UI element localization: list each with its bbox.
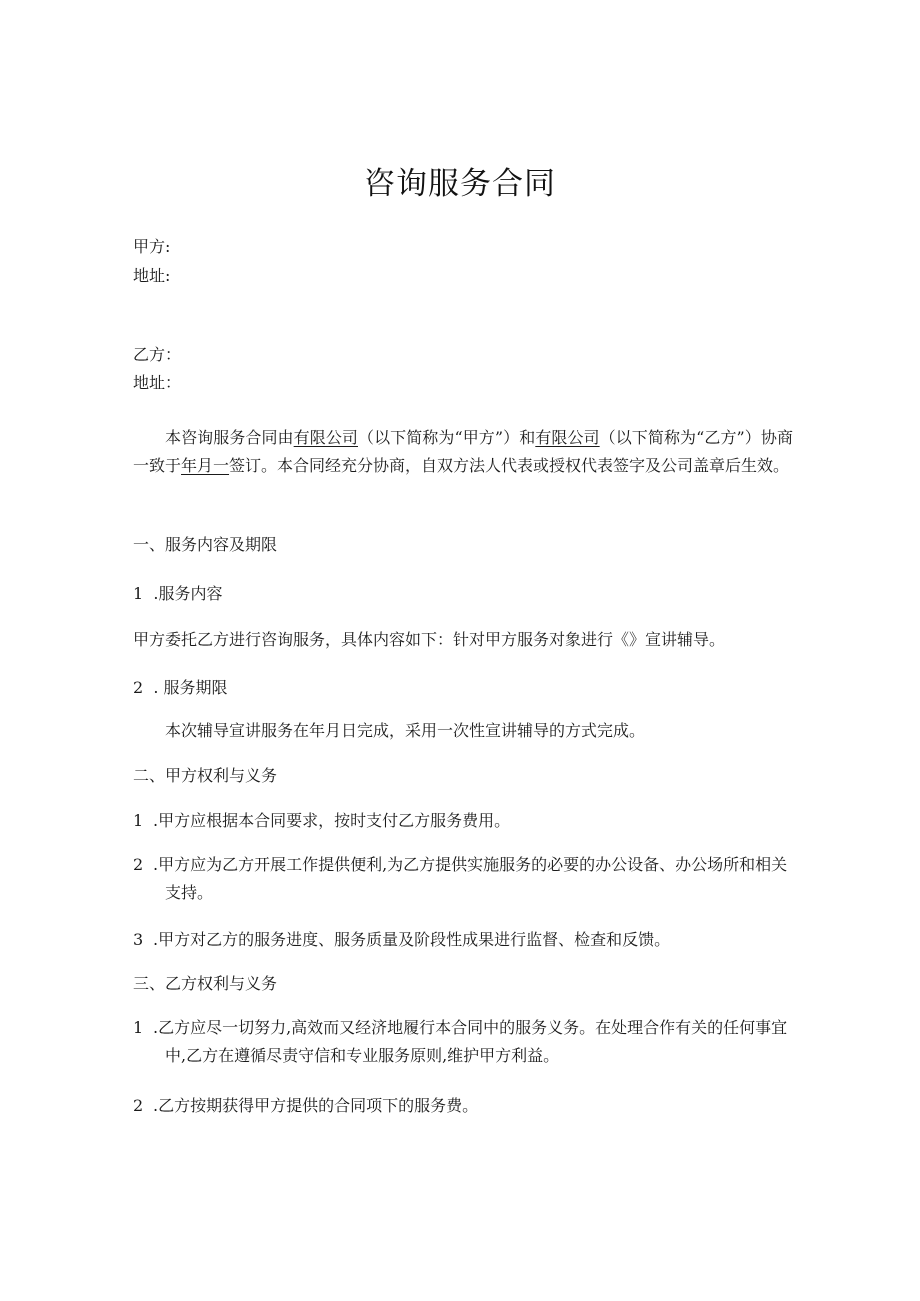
intro-text-2: （以下简称为“甲方”）和 xyxy=(357,428,536,447)
section-2-item-3-num: 3 xyxy=(133,930,144,949)
section-3-item-1-text: .乙方应尽一切努力,高效而又经济地履行本合同中的服务义务。在处理合作有关的任何事宜中,乙方在遵循尽责守信和专业服务原则,维护甲方利益。 xyxy=(153,1018,788,1065)
section-3-item-2-num: 2 xyxy=(133,1096,144,1115)
sign-date-blank: 年月一 xyxy=(181,456,230,475)
section-3-item-2 xyxy=(133,1092,803,1120)
section-1-heading: 一、服务内容及期限 xyxy=(133,535,278,554)
section-2-item-2-num: 2 xyxy=(133,855,144,874)
section-2-item-1 xyxy=(133,807,803,835)
page-title: 咨询服务合同 xyxy=(364,166,556,202)
section-2-item-3-text: .甲方对乙方的服务进度、服务质量及阶段性成果进行监督、检查和反馈。 xyxy=(153,930,671,949)
party-b-company-blank: 有限公司 xyxy=(535,428,600,447)
section-1-sub-1 xyxy=(133,583,222,605)
section-3-item-1-num: 1 xyxy=(133,1018,144,1037)
intro-text-4: 签订。本合同经充分协商，自双方法人代表或授权代表签字及公司盖章后生效。 xyxy=(229,456,790,475)
section-1-sub-1-title: .服务内容 xyxy=(153,584,223,603)
section-3-item-1 xyxy=(133,1014,803,1070)
section-2-item-1-text: .甲方应根据本合同要求，按时支付乙方服务费用。 xyxy=(153,811,511,830)
section-2-item-2 xyxy=(133,851,803,907)
section-1-sub-2-num: 2 xyxy=(133,678,144,697)
party-b-label: 乙方： xyxy=(133,345,182,364)
section-1-sub-2-title: . 服务期限 xyxy=(153,678,228,697)
section-2-item-2-text: .甲方应为乙方开展工作提供便利,为乙方提供实施服务的必要的办公设备、办公场所和相关支持。 xyxy=(153,855,788,902)
section-3-heading: 三、乙方权利与义务 xyxy=(133,974,278,993)
party-a-address-label: 地址: xyxy=(133,266,171,285)
section-2-item-3 xyxy=(133,926,803,954)
party-a-company-blank: 有限公司 xyxy=(293,428,358,447)
section-2-heading: 二、甲方权利与义务 xyxy=(133,766,278,785)
party-a-label: 甲方: xyxy=(133,237,171,256)
section-2-item-1-num: 1 xyxy=(133,811,144,830)
section-1-sub-1-text: 甲方委托乙方进行咨询服务，具体内容如下：针对甲方服务对象进行《》宣讲辅导。 xyxy=(133,630,726,649)
section-3-item-2-text: .乙方按期获得甲方提供的合同项下的服务费。 xyxy=(153,1096,479,1115)
intro-paragraph xyxy=(133,424,793,480)
intro-text-1: 本咨询服务合同由 xyxy=(165,428,294,447)
section-1-sub-1-num: 1 xyxy=(133,584,144,603)
section-1-sub-2 xyxy=(133,677,228,699)
intro-text-3: （以下简称为“乙方”）协商一致于 xyxy=(133,428,793,475)
section-1-sub-2-text: 本次辅导宣讲服务在年月日完成，采用一次性宣讲辅导的方式完成。 xyxy=(165,721,646,740)
party-b-address-label: 地址： xyxy=(133,373,182,392)
